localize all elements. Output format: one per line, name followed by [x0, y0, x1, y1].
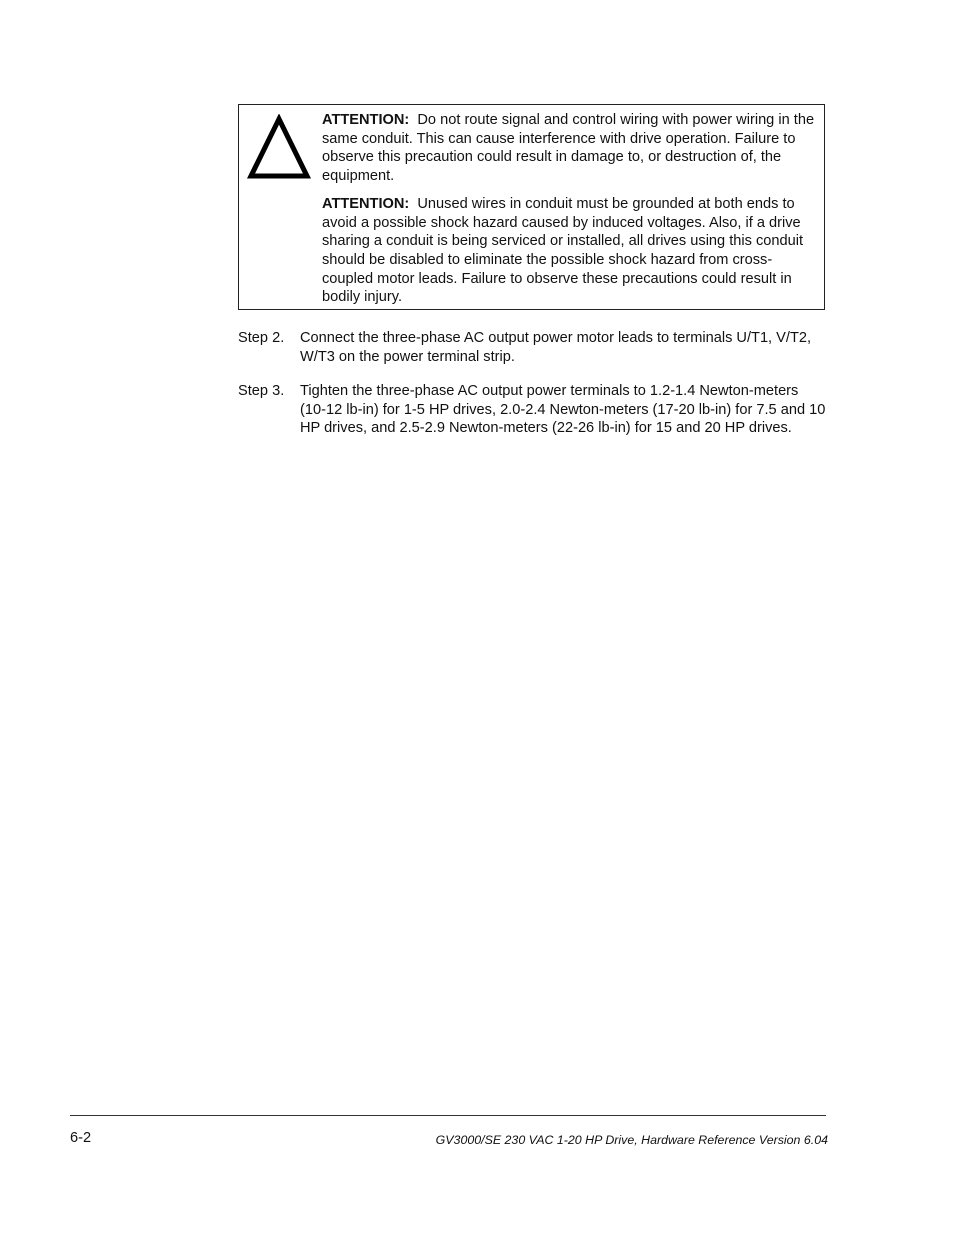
attention-label: ATTENTION:	[322, 195, 410, 212]
attention-text	[322, 111, 822, 307]
footer-title: GV3000/SE 230 VAC 1-20 HP Drive, Hardware Reference Version 6.04	[435, 1133, 828, 1147]
attention-paragraph-1	[322, 111, 822, 186]
attention-message: Do not route signal and control wiring with power wiring in the same conduit. This can cause interference with drive operation. Failure to observe this precaution could result in damage to, or destruction of, the equipment.	[322, 112, 815, 185]
step-text: Connect the three-phase AC output power motor leads to terminals U/T1, V/T2, W/T3 on the power terminal strip.	[300, 330, 812, 365]
attention-label: ATTENTION:	[322, 112, 410, 128]
attention-message: Unused wires in conduit must be grounded at both ends to avoid a possible shock hazard caused by induced voltages. Also, if a drive sharing a conduit is being serviced or installed, all drives using this conduit should be disabled to eliminate the possible shock hazard from cross-coupled motor leads. Failure to observe these precautions could result in bodily injury.	[322, 195, 804, 306]
page-number: 6-2	[70, 1130, 92, 1146]
footer-rule	[70, 1115, 826, 1116]
step-3	[238, 382, 828, 438]
step-2	[238, 329, 828, 366]
step-label: Step 2.	[238, 330, 285, 346]
step-text: Tighten the three-phase AC output power terminals to 1.2-1.4 Newton-meters (10-12 lb-in) for 1-5 HP drives, 2.0-2.4 Newton-meters (17-20 lb-in) for 7.5 and 10 HP drives, and 2.5-2.9 Newton-meters (22-26 lb-in) for 15 and 20 HP drives.	[300, 383, 826, 437]
attention-box	[238, 104, 825, 310]
step-label: Step 3.	[238, 383, 285, 399]
attention-paragraph-2	[322, 195, 822, 307]
warning-triangle-icon	[246, 114, 312, 180]
